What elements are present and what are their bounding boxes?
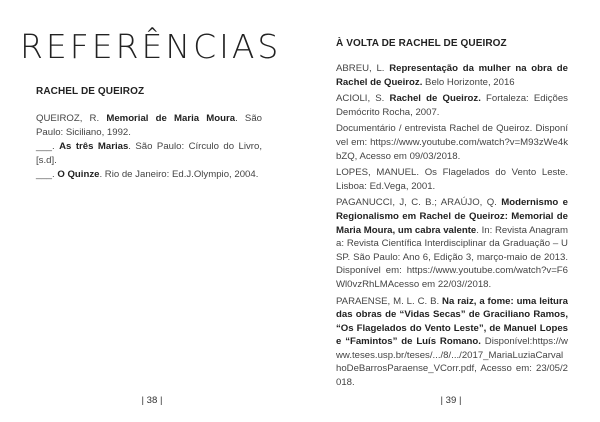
- section-heading: RACHEL DE QUEIROZ: [36, 86, 145, 97]
- reference-item: Documentário / entrevista Rachel de Queiroz. Disponível em: https://www.youtube.com/watch?v=M93zWe4kbZQ, Acesso em 09/03/2018.: [336, 123, 568, 162]
- reference-item: ___. As três Marias. São Paulo: Círculo do Livro, [s.d].: [36, 141, 262, 166]
- page-number: | 38 |: [141, 395, 163, 406]
- reference-item: ___. O Quinze. Rio de Janeiro: Ed.J.Olympio, 2004.: [36, 169, 259, 181]
- section-heading: À VOLTA DE RACHEL DE QUEIROZ: [336, 38, 507, 49]
- reference-item: ACIOLI, S. Rachel de Queiroz. Fortaleza: Edições Demócrito Rocha, 2007.: [336, 93, 568, 118]
- reference-list: [36, 112, 262, 183]
- reference-item: PARAENSE, M. L. C. B. Na raiz, a fome: uma leitura das obras de “Vidas Secas” de Graciliano Ramos, “Os Flagelados do Vento Leste”, de Manuel Lopes e “Famintos” de Luís Romano. Disponível:https://www.teses.usp.br/teses/.../8/.../2017_MariaLuziaCarvalhoDeBarrosParaense_VCorr.pdf, Acesso em: 23/05/2018.: [336, 295, 568, 389]
- page-number: | 39 |: [440, 395, 462, 406]
- page-title: REFERÊNCIAS: [20, 27, 282, 66]
- reference-item: ABREU, L. Representação da mulher na obra de Rachel de Queiroz. Belo Horizonte, 2016: [336, 63, 568, 88]
- reference-item: PAGANUCCI, J, C. B.; ARAÚJO, Q. Modernismo e Regionalismo em Rachel de Queiroz: Memorial de Maria Moura, um cabra valente. In: Revista Anagrama: Revista Científica Interdisciplinar da Graduação – USP. São Paulo: Ano 6, Edição 3, março-maio de 2013. Disponível em: https://www.youtube.com/watch?v=F6Wl0vzRhLMAcesso em 22/03//2018.: [336, 197, 569, 290]
- reference-item: QUEIROZ, R. Memorial de Maria Moura. São Paulo: Siciliano, 1992.: [36, 113, 263, 138]
- right-page: [300, 0, 600, 422]
- reference-item: LOPES, MANUEL. Os Flagelados do Vento Leste. Lisboa: Ed.Vega, 2001.: [336, 167, 568, 192]
- reference-list: [336, 62, 568, 393]
